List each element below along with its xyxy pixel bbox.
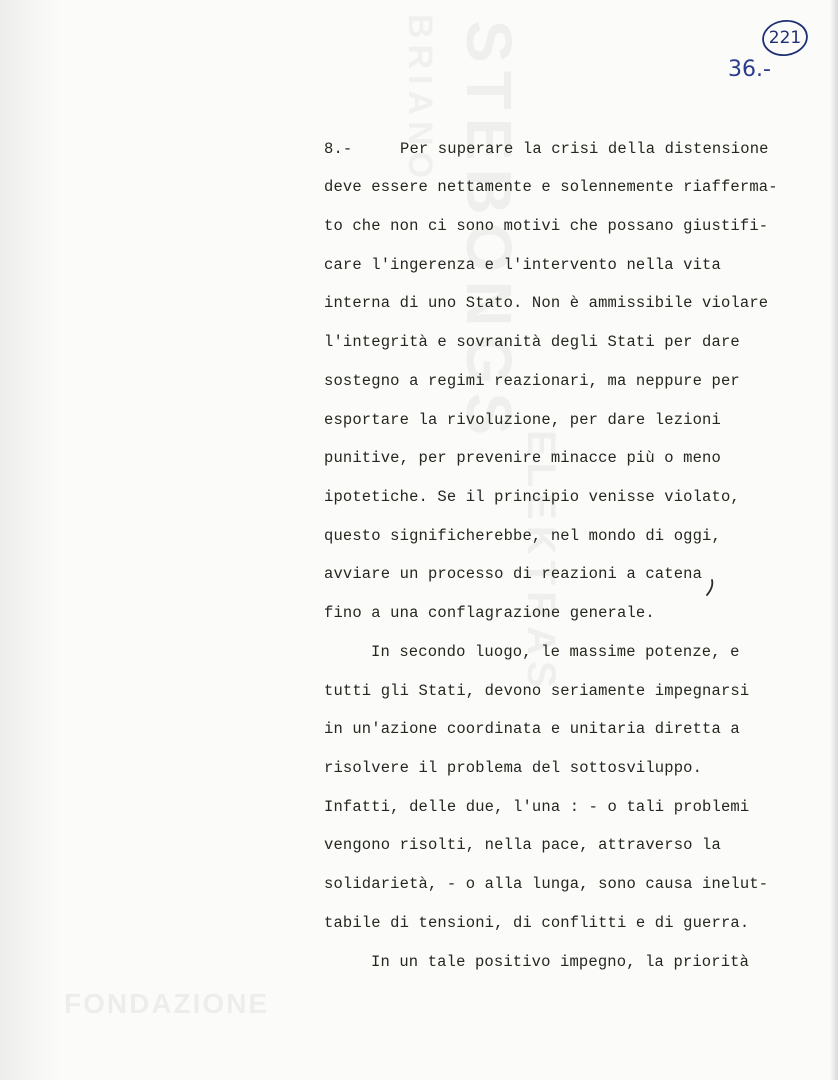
paragraph-number: 8.- [324,140,353,158]
folio-number: 221 [768,28,802,48]
text-line: In secondo luogo, le massime potenze, e [371,643,740,661]
text-line: solidarietà, - o alla lunga, sono causa inelut- [324,875,769,893]
text-line: esportare la rivoluzione, per dare lezioni [324,411,721,429]
text-line: avviare un processo di reazioni a catena [324,565,703,583]
text-line: tutti gli Stati, devono seriamente impegnarsi [324,682,750,700]
text-line: fino a una conflagrazione generale. [324,604,655,622]
text-line: Per superare la crisi della distensione [400,140,769,158]
text-line: deve essere nettamente e solennemente riafferma- [324,178,778,196]
text-line: in un'azione coordinata e unitaria diretta a [324,720,740,738]
text-line: sostegno a regimi reazionari, ma neppure per [324,372,740,390]
text-line: questo significherebbe, nel mondo di oggi, [324,527,721,545]
scan-edge-shadow-right [830,0,838,1080]
text-line: vengono risolti, nella pace, attraverso la [324,836,721,854]
handwritten-folio-stamp [760,18,810,58]
text-line: tabile di tensioni, di conflitti e di guerra. [324,914,750,932]
handwritten-page-number: 36.- [728,57,771,82]
watermark-bottom-left: FONDAZIONE [64,988,270,1019]
text-line: l'integrità e sovranità degli Stati per dare [324,333,740,351]
text-line: In un tale positivo impegno, la priorità [371,953,750,971]
text-line: ipotetiche. Se il principio venisse violato, [324,488,740,506]
watermark-vertical-small [400,14,439,184]
text-line: Infatti, delle due, l'una : - o tali problemi [324,798,750,816]
text-line: care l'ingerenza e l'intervento nella vita [324,256,721,274]
text-line: punitive, per prevenire minacce più o meno [324,449,721,467]
text-line: risolvere il problema del sottosviluppo. [324,759,703,777]
scan-edge-shadow-left [0,0,60,1080]
handwritten-comma-icon [704,578,716,598]
text-line: to che non ci sono motivi che possano giustifi- [324,217,769,235]
text-line: interna di uno Stato. Non è ammissibile violare [324,294,769,312]
